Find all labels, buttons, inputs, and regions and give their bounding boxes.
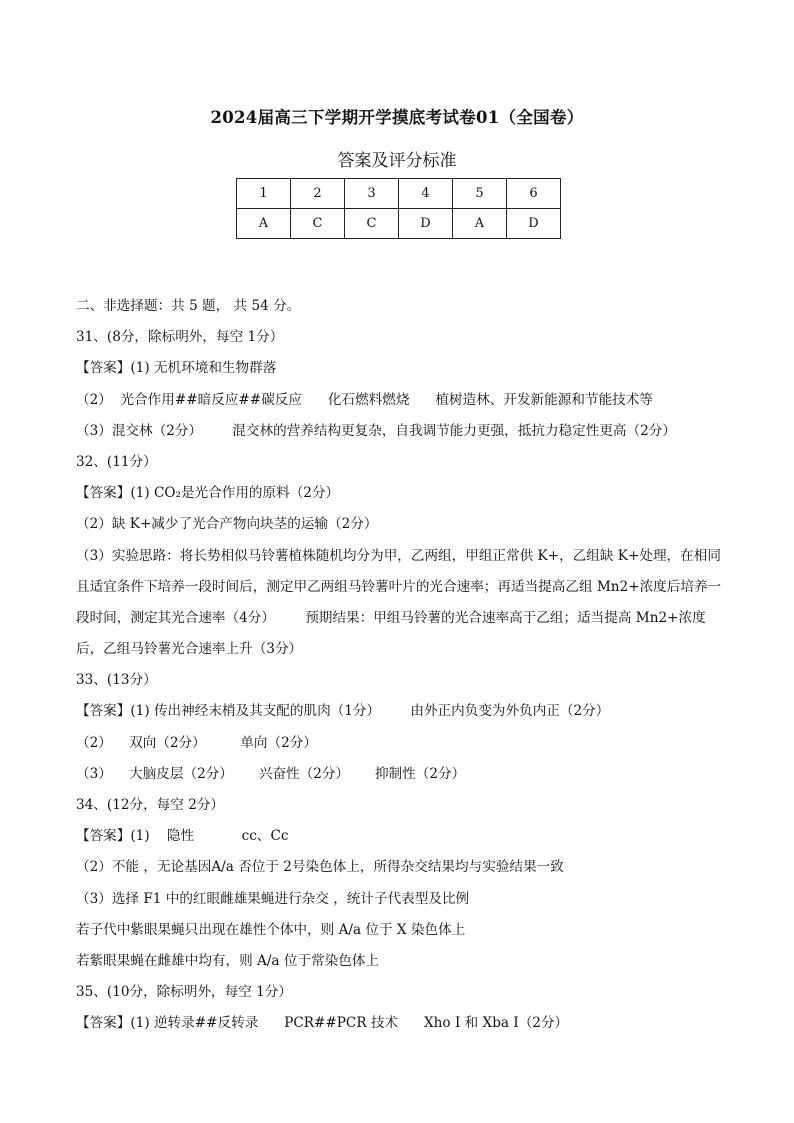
q32-answer-3: （3）实验思路：将长势相似马铃薯植株随机均分为甲，乙两组，甲组正常供 K+，乙组缺 K+处理，在相同 (76, 547, 721, 564)
q33-answer-3: （3） 大脑皮层（2分） 兴奋性（2分） 抑制性（2分） (76, 765, 466, 782)
page-title: 2024届高三下学期开学摸底考试卷01（全国卷） (210, 108, 584, 127)
q32-answer-1: 【答案】(1) CO₂是光合作用的原料（2分） (76, 485, 340, 502)
q32-answer-3-cont: 段时间，测定其光合速率（4分） 预期结果：甲组马铃薯的光合速率高于乙组；适当提高 Mn2+浓度 (76, 609, 706, 626)
question-number: 5 (453, 179, 507, 209)
q31-answer-1: 【答案】(1) 无机环境和生物群落 (76, 360, 277, 377)
question-number: 2 (291, 179, 345, 209)
q31-heading: 31、(8分，除标明外，每空 1分） (76, 329, 284, 346)
question-number-row (237, 179, 561, 209)
answer-cell: A (237, 209, 291, 239)
answer-table (236, 178, 561, 239)
question-number: 3 (345, 179, 399, 209)
q34-answer-3-case-1: 若子代中紫眼果蝇只出现在雄性个体中，则 A/a 位于 X 染色体上 (76, 921, 466, 938)
question-number: 6 (507, 179, 561, 209)
q33-heading: 33、(13分） (76, 672, 157, 689)
question-number: 4 (399, 179, 453, 209)
answer-cell: D (507, 209, 561, 239)
q32-answer-2: （2）缺 K+减少了光合产物向块茎的运输（2分） (76, 516, 378, 533)
q33-answer-2: （2） 双向（2分） 单向（2分） (76, 734, 317, 751)
q34-answer-2: （2）不能 ，无论基因A/a 否位于 2号染色体上，所得杂交结果均与实验结果一致 (76, 859, 564, 876)
q32-heading: 32、(11分） (76, 453, 157, 470)
q34-answer-1: 【答案】(1) 隐性 cc、Cc (76, 828, 289, 845)
q34-heading: 34、(12分，每空 2分） (76, 797, 225, 813)
q33-answer-1: 【答案】(1) 传出神经末梢及其支配的肌肉（1分） 由外正内负变为外负内正（2分） (76, 703, 610, 720)
q31-answer-2: （2） 光合作用##暗反应##碳反应 化石燃料燃烧 植树造林、开发新能源和节能技术等 (76, 391, 653, 408)
q32-answer-3-cont: 后，乙组马铃薯光合速率上升（3分） (76, 641, 303, 658)
answer-text-body (76, 291, 736, 1040)
answer-cell: C (291, 209, 345, 239)
q35-heading: 35、(10分，除标明外，每空 1分） (76, 984, 292, 1001)
q34-answer-3-case-2: 若紫眼果蝇在雌雄中均有，则 A/a 位于常染色体上 (76, 952, 380, 969)
answer-cell: A (453, 209, 507, 239)
q34-answer-3: （3）选择 F1 中的红眼雌雄果蝇进行杂交 ，统计子代表型及比例 (76, 890, 470, 907)
answer-row (237, 209, 561, 239)
q32-answer-3-cont: 且适宜条件下培养一段时间后，测定甲乙两组马铃薯叶片的光合速率；再适当提高乙组 Mn2+浓度后培养一 (76, 578, 722, 595)
question-number: 1 (237, 179, 291, 209)
page-subtitle: 答案及评分标准 (337, 151, 457, 171)
answer-cell: D (399, 209, 453, 239)
q31-answer-3: （3）混交林（2分） 混交林的营养结构更复杂，自我调节能力更强，抵抗力稳定性更高（2分） (76, 422, 676, 439)
section-heading: 二、非选择题：共 5 题， 共 54 分。 (76, 298, 301, 314)
q35-answer-1: 【答案】(1) 逆转录##反转录 PCR##PCR 技术 Xho I 和 Xba I（2分） (76, 1015, 569, 1032)
answer-cell: C (345, 209, 399, 239)
